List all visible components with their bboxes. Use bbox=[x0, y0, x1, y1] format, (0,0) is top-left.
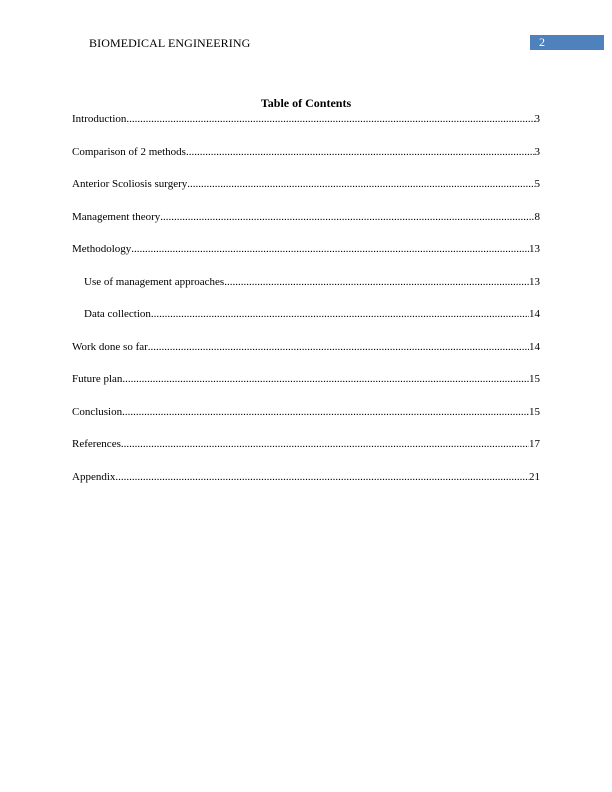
toc-entry-page: 3 bbox=[534, 113, 540, 125]
toc-entry-label: Future plan bbox=[72, 373, 123, 385]
toc-entry-page: 15 bbox=[529, 373, 540, 385]
toc-leader bbox=[160, 211, 534, 224]
toc-entry-page: 14 bbox=[529, 308, 540, 320]
toc-entry-page: 17 bbox=[529, 438, 540, 450]
toc-entry-page: 13 bbox=[529, 243, 540, 255]
page-number: 2 bbox=[539, 35, 545, 49]
toc-entry-page: 8 bbox=[534, 210, 540, 223]
toc-leader bbox=[122, 373, 529, 386]
toc-entry-label: Management theory bbox=[72, 210, 161, 223]
page-number-badge bbox=[530, 35, 604, 50]
toc-entry-label: Data collection bbox=[84, 308, 151, 320]
toc-entry-label: Work done so far bbox=[72, 340, 148, 353]
toc-entry-label: Comparison of 2 methods bbox=[72, 145, 186, 158]
table-of-contents bbox=[72, 113, 540, 503]
toc-leader bbox=[126, 113, 534, 126]
toc-leader bbox=[186, 146, 535, 159]
toc-title: Table of Contents bbox=[260, 96, 352, 110]
toc-leader bbox=[148, 341, 529, 354]
toc-entry-conclusion[interactable] bbox=[72, 406, 540, 419]
toc-entry-label: Introduction bbox=[72, 113, 127, 125]
toc-leader bbox=[121, 438, 529, 451]
toc-entry-anterior-scoliosis[interactable] bbox=[72, 178, 540, 191]
toc-leader bbox=[151, 308, 529, 321]
toc-entry-label: Anterior Scoliosis surgery bbox=[72, 178, 188, 190]
toc-entry-page: 15 bbox=[529, 405, 540, 418]
toc-entry-work-done[interactable] bbox=[72, 341, 540, 354]
toc-entry-page: 13 bbox=[529, 275, 540, 288]
toc-entry-label: Appendix bbox=[72, 470, 116, 483]
toc-leader bbox=[131, 243, 529, 256]
toc-leader bbox=[115, 471, 529, 484]
toc-entry-label: Methodology bbox=[72, 243, 132, 255]
toc-entry-introduction[interactable] bbox=[72, 113, 540, 126]
toc-entry-references[interactable] bbox=[72, 438, 540, 451]
toc-entry-page: 3 bbox=[534, 145, 540, 158]
toc-entry-page: 5 bbox=[534, 178, 540, 190]
toc-entry-label: References bbox=[72, 438, 121, 450]
toc-entry-management-theory[interactable] bbox=[72, 211, 540, 224]
running-head: BIOMEDICAL ENGINEERING bbox=[89, 36, 251, 50]
toc-leader bbox=[187, 178, 534, 191]
toc-entry-page: 14 bbox=[529, 340, 540, 353]
toc-leader bbox=[224, 276, 529, 289]
toc-entry-page: 21 bbox=[529, 470, 540, 483]
toc-entry-management-approaches[interactable] bbox=[72, 276, 540, 289]
toc-entry-future-plan[interactable] bbox=[72, 373, 540, 386]
toc-entry-methodology[interactable] bbox=[72, 243, 540, 256]
toc-entry-appendix[interactable] bbox=[72, 471, 540, 484]
toc-entry-data-collection[interactable] bbox=[72, 308, 540, 321]
toc-entry-label: Conclusion bbox=[72, 405, 123, 418]
toc-entry-comparison[interactable] bbox=[72, 146, 540, 159]
toc-leader bbox=[122, 406, 529, 419]
toc-entry-label: Use of management approaches bbox=[84, 275, 225, 288]
